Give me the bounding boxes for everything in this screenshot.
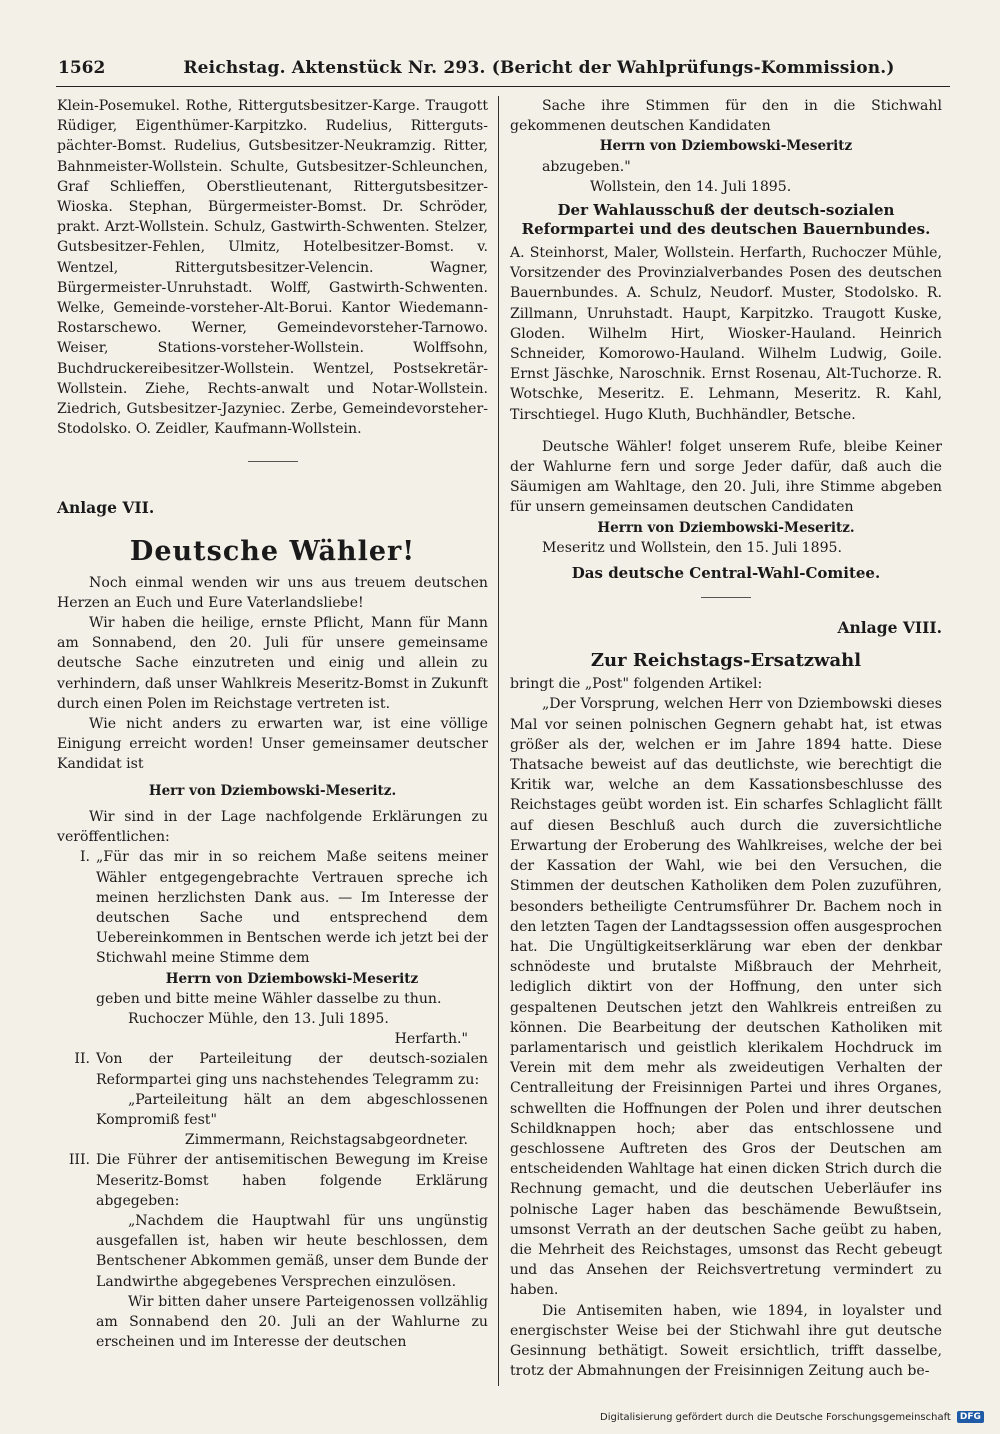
committee-names: A. Steinhorst, Maler, Wollstein. Herfarth, Ruchoczer Mühle, Vorsitzender des Provinzialverbandes Posen des deutschen Bauernbundes. A. Schulz, Neudorf. Muster, Stodolsko. R. Zillmann, Unruhstadt. Haupt, Karpitzko. Traugott Kuske, Gloden. Wilhelm Hirt, Wiosker-Hauland. Heinrich Schneider, Komorowo-Hauland. Wilhelm Ludwig, Goile. Ernst Jäschke, Naroschnik. Ernst Rosenau, Alt-Tuchorze. R. Wotschke, Meseritz. E. Lehmann, Meseritz. R. Kahl, Tirschtiegel. Hugo Kluth, Buchhändler, Betsche. bbox=[510, 245, 942, 423]
candidate-name: Herrn von Dziembowski-Meseritz bbox=[599, 138, 853, 155]
paragraph-wir: Wir haben die heilige, ernste Pflicht, Mann für Mann am Sonnabend, den 20. Juli für unsere gemeinsame deutsche Sache einzutreten und einig und allein zu verhindern, daß unser Wahlkreis Meseritz-Bomst in Zukunft durch einen Polen im Reichstage vertreten ist. bbox=[57, 615, 488, 712]
declaration-i-name: Herrn von Dziembowski-Meseritz bbox=[165, 970, 419, 987]
abgeben-line: abzugeben." bbox=[542, 158, 631, 175]
anlage-vii-label: Anlage VII. bbox=[57, 498, 155, 518]
declaration-ii-quote: „Parteileitung hält an dem abgeschlossenen Kompromiß fest" bbox=[96, 1091, 488, 1128]
item-number: III. bbox=[68, 1152, 90, 1169]
declaration-iii-quote: „Nachdem die Hauptwahl für uns ungünstig ausgefallen ist, haben wir heute beschlossen, dem Bentschener Abkommen gemäß, unser dem Bunde der Landwirthe abgegebenes Versprechen einzulösen. bbox=[96, 1212, 488, 1290]
declaration-iii-text: Die Führer der antisemitischen Bewegung im Kreise Meseritz-Bomst haben folgende Erklärung abgegeben: bbox=[96, 1152, 488, 1209]
item-number: I. bbox=[79, 849, 90, 866]
candidate-name: Herr von Dziembowski-Meseritz. bbox=[148, 782, 397, 799]
right-column bbox=[510, 96, 942, 1381]
date-line: Wollstein, den 14. Juli 1895. bbox=[590, 178, 792, 195]
digitization-footer bbox=[600, 1411, 984, 1423]
declaration-iii bbox=[57, 1150, 488, 1352]
anlage-viii-label: Anlage VIII. bbox=[837, 618, 942, 638]
left-column bbox=[57, 96, 488, 1352]
declaration-ii bbox=[57, 1049, 488, 1150]
running-title: Reichstag. Aktenstück Nr. 293. (Bericht der Wahlprüfungs-Kommission.) bbox=[183, 58, 895, 78]
page-header bbox=[58, 58, 950, 84]
footer-text: Digitalisierung gefördert durch die Deutsche Forschungsgemeinschaft bbox=[600, 1411, 951, 1423]
declaration-i-cont: geben und bitte meine Wähler dasselbe zu thun. bbox=[96, 990, 442, 1007]
column-divider bbox=[498, 96, 499, 1386]
paragraph-wie: Wie nicht anders zu erwarten war, ist eine völlige Einigung erreicht worden! Unser gemeinsamer deutscher Kandidat ist bbox=[57, 716, 488, 773]
paragraph-lage: Wir sind in der Lage nachfolgende Erklärungen zu veröffentlichen: bbox=[57, 808, 488, 846]
article-title: Zur Reichstags-Ersatzwahl bbox=[590, 650, 862, 672]
committee-heading: Der Wahlausschuß der deutsch-sozialen Reformpartei und des deutschen Bauernbundes. bbox=[521, 201, 931, 239]
article-intro: bringt die „Post" folgenden Artikel: bbox=[510, 676, 763, 693]
declaration-i-text: „Für das mir in so reichem Maße seitens meiner Wähler entgegengebrachte Vertrauen spreche ich meinen herzlichsten Dank aus. — Im Interesse der deutschen Sache und entsprechend dem Uebereinkommen in Bentschen werde ich jetzt bei der Stichwahl meine Stimme dem bbox=[96, 849, 488, 967]
declaration-ii-text: Von der Parteileitung der deutsch-sozialen Reformpartei ging uns nachstehendes Telegramm zu: bbox=[96, 1051, 488, 1088]
header-rule bbox=[56, 86, 950, 87]
date-line: Meseritz und Wollstein, den 15. Juli 1895. bbox=[542, 539, 843, 556]
declaration-i-signature: Herfarth." bbox=[394, 1031, 468, 1048]
paragraph-noch: Noch einmal wenden wir uns aus treuem deutschen Herzen an Euch und Eure Vaterlandsliebe! bbox=[57, 574, 488, 611]
declaration-i-place: Ruchoczer Mühle, den 13. Juli 1895. bbox=[128, 1010, 389, 1027]
candidate-name: Herrn von Dziembowski-Meseritz. bbox=[597, 519, 855, 536]
page-number: 1562 bbox=[58, 58, 106, 78]
appeal-title: Deutsche Wähler! bbox=[129, 535, 416, 567]
continuation-text: Sache ihre Stimmen für den in die Stichwahl gekommenen deutschen Kandidaten bbox=[510, 98, 942, 135]
declaration-i bbox=[57, 847, 488, 1049]
article-final: Die Antisemiten haben, wie 1894, in loyalster und energischster Weise bei der Stichwahl ihre gut deutsche Gesinnung bethätigt. Soweit ersichtlich, trifft dasselbe, trotz der Abmahnungen der Freisinnigen Zeitung auch be- bbox=[510, 1302, 942, 1380]
item-number: II. bbox=[74, 1051, 90, 1068]
names-list-continued: Klein-Posemukel. Rothe, Rittergutsbesitzer-Karge. Traugott Rüdiger, Eigenthümer-Karpitzko. Rudelius, Ritterguts-pächter-Bomst. Rudelius, Gutsbesitzer-Neukramzig. Ritter, Bahnmeister-Wollstein. Schulte, Gutsbesitzer-Schleunchen, Graf Schlieffen, Oberstlieutenant, Rittergutsbesitzer-Wioska. Stephan, Bürgermeister-Bomst. Dr. Schröder, prakt. Arzt-Wollstein. Schulz, Gastwirth-Schwenten. Stelzer, Gutsbesitzer-Fehlen, Ulmitz, Hotelbesitzer-Bomst. v. Wentzel, Rittergutsbesitzer-Velencin. Wagner, Bürgermeister-Unruhstadt. Wolff, Gastwirth-Schwenten. Welke, Gemeinde-vorsteher-Alt-Borui. Kantor Wiedemann-Rostarschewo. Werner, Gemeindevorsteher-Tarnowo. Weiser, Stations-vorsteher-Wollstein. Wolffsohn, Buchdruckereibesitzer-Wollstein. Wentzel, Postsekretär-Wollstein. Ziehe, Rechts-anwalt und Notar-Wollstein. Ziedrich, Gutsbesitzer-Jazyniec. Zerbe, Gemeindevorsteher-Stodolsko. O. Zeidler, Kaufmann-Wollstein. bbox=[57, 98, 488, 438]
declaration-ii-signature: Zimmermann, Reichstagsabgeordneter. bbox=[184, 1132, 468, 1149]
article-body: „Der Vorsprung, welchen Herr von Dziembowski dieses Mal vor seinen polnischen Gegnern gehabt hat, ist etwas größer als der, welchen er im Jahre 1894 hatte. Diese Thatsache beweist auf das deutlichste, wie berechtigt die Kritik war, welche an dem Kassationsbeschlusse des Reichstages geübt worden ist. Ein scharfes Schlaglicht fällt auf diesen Beschluß auch durch die zuversichtliche Erwartung der Eroberung des Wahlkreises, welche der bei der Kassation der Wahl, wie bei den Versuchen, die Stimmen der deutschen Katholiken dem Polen zuzuführen, besonders betheiligte Centrumsführer Dr. Bachem noch in den letzten Tagen der Landtagssession offen ausgesprochen hat. Die Ungültigkeitserklärung war eben der denkbar schnödeste und brutalste Mißbrauch der Mehrheit, lediglich diktirt von der Hoffnung, den unter sich gespaltenen Deutschen jetzt den Wahlkreis entreißen zu können. Die Bearbeitung der deutschen Katholiken mit parlamentarisch und geistlich klerikalem Hochdruck im Verein mit dem mehr als zweideutigen Verhalten der Centralleitung der Freisinnigen Partei und ihres Organes, schwellten die Hoffnungen der Polen und ihrer deutschen Schildknappen hoch; aber das entschlossene und geschlossene Auftreten des Gros der Deutschen am entscheidenden Wahltage hat einen dicken Strich durch die Rechnung gemacht, und die deutschen Ueberläufer ins polnische Lager haben das beschämende Bewußtsein, umsonst Verrath an der deutschen Sache geübt zu haben, die Mehrheit des Reichstages, umsonst das Recht gebeugt und das Ansehen der Reichsvertretung vermindert zu haben. bbox=[510, 696, 942, 1299]
declaration-iii-quote-2: Wir bitten daher unsere Parteigenossen vollzählig am Sonnabend den 20. Juli an der Wahlurne zu erscheinen und im Interesse der deutschen bbox=[96, 1293, 488, 1351]
dfg-logo: DFG bbox=[957, 1411, 984, 1423]
central-committee: Das deutsche Central-Wahl-Comitee. bbox=[571, 564, 881, 583]
appeal-paragraph: Deutsche Wähler! folget unserem Rufe, bleibe Keiner der Wahlurne fern und sorge Jeder dafür, daß auch die Säumigen am Wahltage, den 20. Juli, ihre Stimme abgeben für unsern gemeinsamen deutschen Candidaten bbox=[510, 438, 942, 516]
